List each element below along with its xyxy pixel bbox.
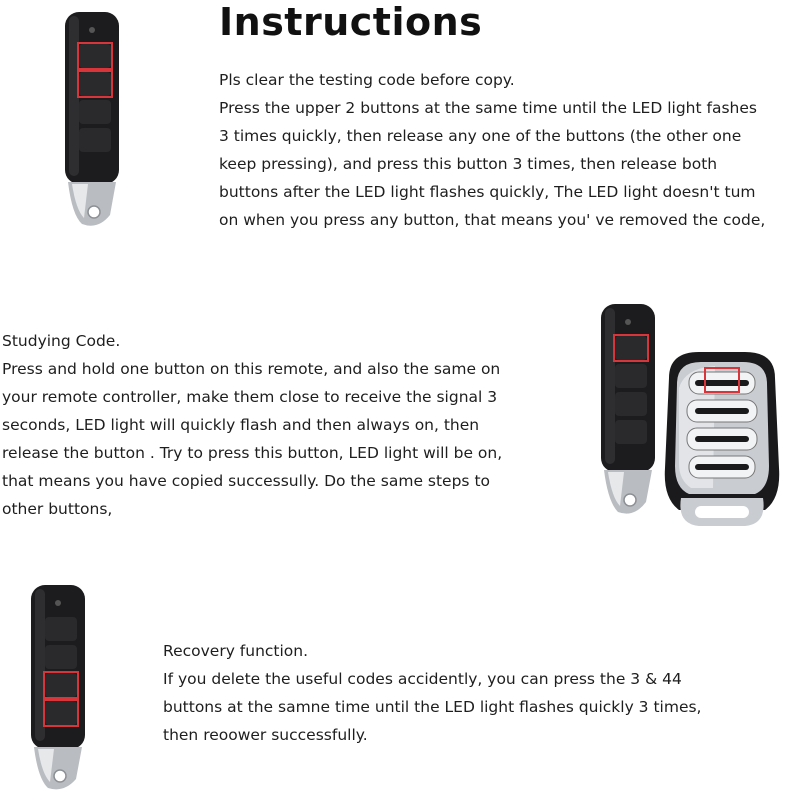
study-line-4: seconds, LED light will quickly flash and then always on, then (2, 416, 480, 434)
clear-line-6: on when you press any button, that means you' ve removed the code, (219, 211, 766, 229)
studying-code-instructions (2, 327, 502, 523)
clear-line-5: buttons after the LED light flashes quickly, The LED light doesn't tum (219, 183, 756, 201)
clear-line-4: keep pressing), and press this button 3 times, then release both (219, 155, 718, 173)
clear-line-1: Pls clear the testing code before copy. (219, 71, 515, 89)
recovery-line-1: Recovery function. (163, 642, 309, 660)
recovery-line-3: buttons at the samne time until the LED light flashes quickly 3 times, (163, 698, 702, 716)
recovery-instructions (163, 637, 701, 749)
study-line-1: Studying Code. (2, 332, 121, 350)
clear-code-instructions (219, 66, 765, 234)
slim-remote-icon (24, 583, 94, 795)
study-line-2: Press and hold one button on this remote, and also the same on (2, 360, 501, 378)
clear-line-2: Press the upper 2 buttons at the same time until the LED light fashes (219, 99, 757, 117)
oval-remote-icon (655, 348, 789, 528)
study-line-6: that means you have copied successully. Do the same steps to (2, 472, 491, 490)
study-line-7: other buttons, (2, 500, 113, 518)
clear-line-3: 3 times quickly, then release any one of the buttons (the other one (219, 127, 742, 145)
study-line-5: release the button . Try to press this button, LED light will be on, (2, 444, 503, 462)
study-line-3: your remote controller, make them close to receive the signal 3 (2, 388, 498, 406)
page-title: Instructions (219, 0, 483, 44)
recovery-line-4: then reoower successfully. (163, 726, 368, 744)
slim-remote-icon (58, 10, 128, 232)
recovery-line-2: If you delete the useful codes accidently, you can press the 3 & 44 (163, 670, 682, 688)
slim-remote-icon (594, 302, 664, 520)
